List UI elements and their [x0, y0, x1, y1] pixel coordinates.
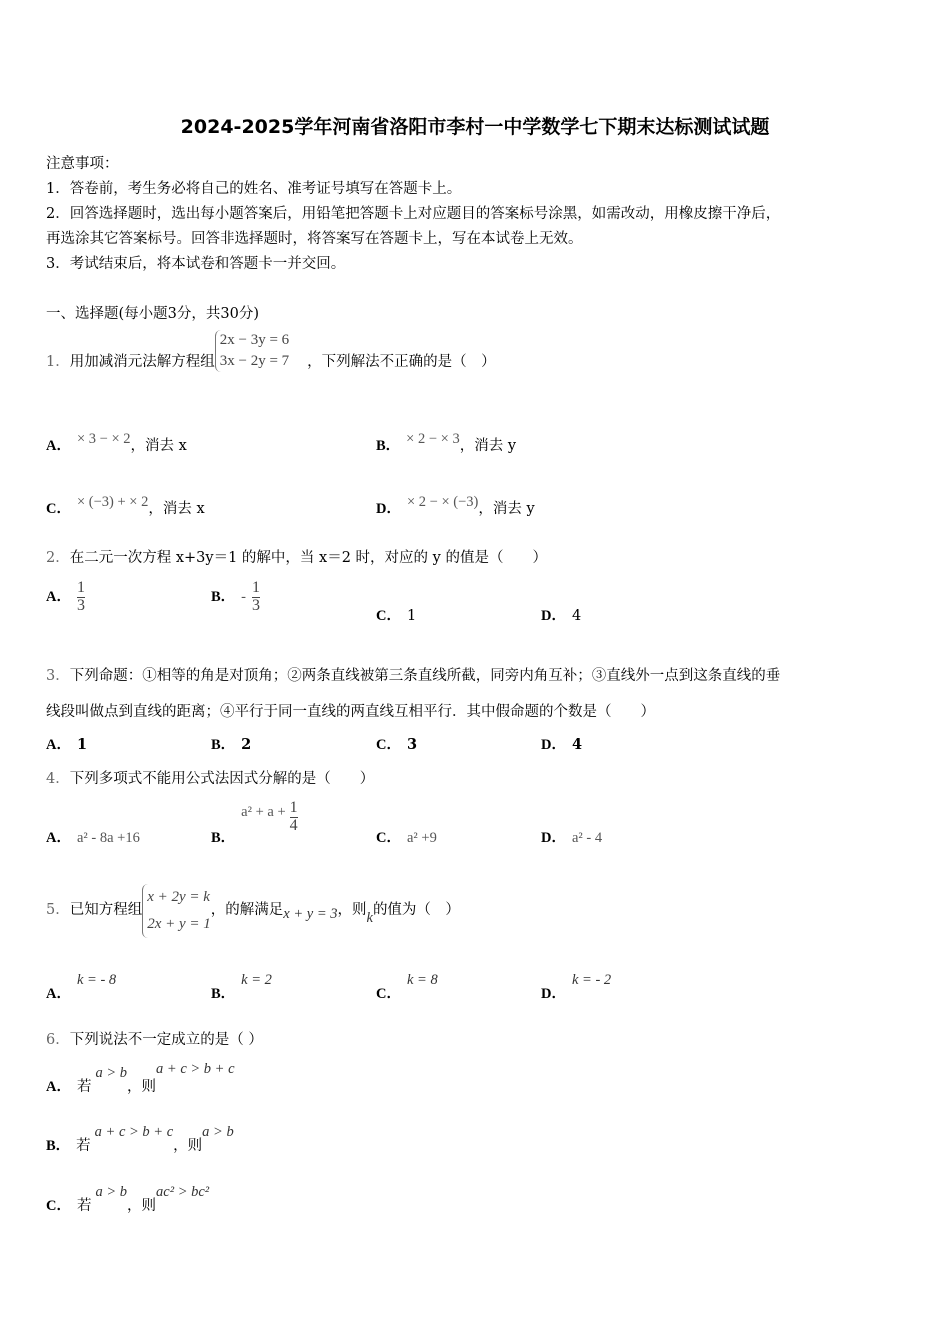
fraction — [252, 580, 260, 615]
equation-system — [142, 884, 211, 938]
question-4 — [46, 767, 374, 788]
option-label: D． — [541, 986, 566, 1002]
option-c[interactable] — [376, 733, 417, 754]
note-item: 再选涂其它答案标号。回答非选择题时，将答案写在答题卡上，写在本试卷上无效。 — [46, 231, 583, 247]
option-label: D． — [541, 737, 566, 753]
option-text: 4 — [571, 608, 582, 624]
variable-k: k — [366, 910, 373, 926]
section-heading: 一、选择题(每小题3分，共30分) — [46, 306, 259, 322]
option-text: 2 — [241, 736, 252, 753]
question-text: ，下列解法不正确的是（ ） — [307, 354, 496, 370]
question-text: 的值为（ ） — [372, 902, 460, 918]
option-text: 若 — [76, 1138, 91, 1154]
option-b[interactable] — [211, 733, 251, 754]
option-a[interactable] — [46, 427, 187, 454]
numerator: 1 — [76, 579, 85, 596]
option-c[interactable] — [376, 604, 416, 625]
option-d[interactable] — [541, 968, 612, 1002]
question-text: 下列说法不一定成立的是（ ） — [69, 1032, 263, 1048]
option-math: × 3 − × 2 — [76, 431, 131, 447]
option-math: a² +9 — [406, 830, 437, 846]
option-label: C． — [376, 986, 401, 1002]
option-label: B． — [211, 986, 236, 1002]
option-c[interactable] — [46, 490, 205, 517]
option-label: A． — [46, 438, 71, 454]
option-math: a² - 8a +16 — [76, 830, 140, 846]
option-label: B． — [46, 1138, 71, 1154]
question-text: ，则 — [337, 902, 367, 918]
question-6 — [46, 1028, 263, 1049]
option-math: a > b — [202, 1124, 234, 1140]
equation-system — [215, 330, 289, 372]
option-label: B． — [211, 830, 236, 846]
option-label: D． — [541, 608, 566, 624]
question-number: 4． — [46, 771, 70, 787]
equation: x + 2y = k — [147, 889, 210, 905]
option-math: × 2 − × 3 — [406, 431, 460, 447]
option-label: C． — [376, 830, 401, 846]
option-a[interactable] — [46, 968, 117, 1002]
notes-header: 注意事项： — [46, 156, 119, 172]
option-text: 1 — [76, 736, 88, 753]
option-c[interactable] — [46, 1180, 210, 1214]
note-item: 1．答卷前，考生务必将自己的姓名、准考证号填写在答题卡上。 — [46, 181, 462, 197]
numerator: 1 — [252, 579, 261, 596]
denominator: 3 — [252, 596, 261, 614]
option-label: B． — [211, 737, 236, 753]
page-title: 2024-2025学年河南省洛阳市李村一中学数学七下期末达标测试试题 — [180, 116, 770, 138]
option-b[interactable] — [211, 968, 272, 1002]
option-text: 3 — [406, 736, 418, 753]
option-math: a > b — [95, 1065, 128, 1081]
question-text: 下列命题：①相等的角是对顶角；②两条直线被第三条直线所截，同旁内角互补；③直线外一点到这条直线的垂 — [69, 668, 781, 684]
option-b[interactable] — [211, 580, 260, 615]
question-number: 5． — [46, 902, 70, 918]
option-text: ，则 — [173, 1138, 203, 1154]
option-d[interactable] — [541, 733, 582, 754]
option-b[interactable] — [376, 427, 517, 454]
option-label: D． — [376, 501, 401, 517]
option-a[interactable] — [46, 733, 87, 754]
option-math: a + c > b + c — [156, 1061, 235, 1077]
option-label: A． — [46, 1079, 71, 1095]
option-math: k = 8 — [406, 972, 438, 988]
option-math: a² + a + — [241, 804, 286, 820]
minus-sign: - — [241, 589, 247, 606]
option-text: ，消去 y — [459, 438, 517, 454]
option-text: ，则 — [127, 1079, 157, 1095]
option-math: k = - 8 — [76, 972, 117, 988]
option-label: C． — [46, 501, 71, 517]
option-b[interactable] — [46, 1120, 234, 1154]
question-text: 下列多项式不能用公式法因式分解的是（ ） — [69, 771, 375, 787]
question-3-cont: 线段叫做点到直线的距离；④平行于同一直线的两直线互相平行．其中假命题的个数是（ ） — [46, 704, 655, 720]
option-text: ，消去 x — [130, 438, 187, 454]
option-math: × (−3) + × 2 — [76, 494, 149, 510]
question-number: 2． — [46, 550, 70, 566]
option-math: k = 2 — [241, 972, 272, 988]
option-label: D． — [541, 830, 566, 846]
equation: 2x + y = 1 — [147, 916, 211, 932]
option-text: ，则 — [127, 1198, 157, 1214]
option-d[interactable] — [541, 604, 581, 625]
question-number: 3． — [46, 668, 70, 684]
option-label: C． — [376, 608, 401, 624]
option-text: 若 — [76, 1079, 92, 1095]
option-label: A． — [46, 737, 71, 753]
denominator: 4 — [289, 816, 298, 834]
option-text: 4 — [571, 736, 583, 753]
question-number: 1． — [46, 354, 70, 370]
option-text: ，消去 y — [478, 501, 535, 517]
option-math: × 2 − × (−3) — [406, 494, 479, 510]
denominator: 3 — [76, 596, 85, 614]
option-label: A． — [46, 830, 71, 846]
note-item: 2．回答选择题时，选出每小题答案后，用铅笔把答题卡上对应题目的答案标号涂黑，如需改动，用橡皮擦干净后， — [46, 206, 781, 222]
fraction — [290, 800, 298, 835]
option-c[interactable] — [376, 968, 438, 1002]
question-3 — [46, 664, 780, 685]
option-label: B． — [376, 438, 401, 454]
question-text: 用加减消元法解方程组 — [69, 354, 215, 370]
option-label: B． — [211, 589, 236, 606]
option-math: a² - 4 — [571, 830, 603, 846]
note-item: 3．考试结束后，将本试卷和答题卡一并交回。 — [46, 256, 346, 272]
option-text: 若 — [76, 1198, 92, 1214]
option-a[interactable] — [46, 826, 140, 847]
option-text: 1 — [406, 608, 417, 624]
question-text: 在二元一次方程 x+3y＝1 的解中，当 x＝2 时，对应的 y 的值是（ ） — [69, 550, 547, 566]
option-math: a > b — [95, 1184, 128, 1200]
option-d[interactable] — [376, 490, 535, 517]
equation: 3x − 2y = 7 — [219, 353, 290, 369]
option-a[interactable] — [46, 1061, 235, 1095]
option-d[interactable] — [541, 826, 602, 847]
question-5 — [46, 884, 460, 938]
option-c[interactable] — [376, 826, 437, 847]
question-number: 6． — [46, 1032, 70, 1048]
option-label: A． — [46, 986, 71, 1002]
option-math: a + c > b + c — [94, 1124, 174, 1140]
option-label: A． — [46, 589, 71, 606]
fraction — [77, 580, 85, 615]
question-2 — [46, 546, 547, 567]
option-a[interactable] — [46, 580, 85, 615]
option-math: ac² > bc² — [156, 1184, 210, 1200]
question-1 — [46, 330, 496, 372]
question-text: 已知方程组 — [69, 902, 143, 918]
option-text: ，消去 x — [148, 501, 205, 517]
option-math: k = - 2 — [571, 972, 612, 988]
condition: x + y = 3 — [283, 906, 338, 922]
option-label: C． — [46, 1198, 71, 1214]
numerator: 1 — [289, 799, 298, 816]
question-text: ，的解满足 — [210, 902, 284, 918]
option-b[interactable] — [211, 799, 298, 846]
option-label: C． — [376, 737, 401, 753]
equation: 2x − 3y = 6 — [219, 332, 290, 348]
